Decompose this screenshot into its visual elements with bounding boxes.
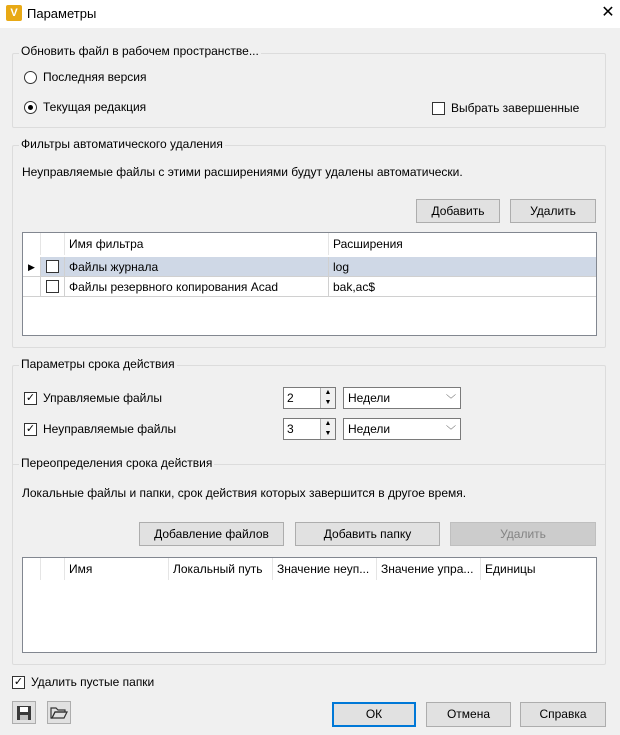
column-header-units[interactable]: Единицы bbox=[485, 562, 536, 576]
delete-empty-folders-label: Удалить пустые папки bbox=[31, 675, 155, 689]
latest-version-radio[interactable] bbox=[24, 71, 37, 84]
row-header-corner bbox=[23, 558, 41, 580]
delete-filter-button[interactable]: Удалить bbox=[510, 199, 596, 223]
chevron-down-icon: ﹀ bbox=[446, 395, 456, 406]
filter-name-cell: Файлы журнала bbox=[65, 257, 329, 277]
stepper-buttons bbox=[320, 419, 335, 439]
chevron-up-icon[interactable]: ▲ bbox=[324, 420, 332, 427]
column-header-unmanaged-value[interactable]: Значение неуп... bbox=[273, 558, 377, 580]
unmanaged-files-stepper[interactable] bbox=[283, 418, 336, 440]
extension-cell: bak,ac$ bbox=[329, 277, 597, 297]
chevron-down-icon: ﹀ bbox=[446, 426, 456, 437]
filters-table[interactable] bbox=[22, 232, 597, 336]
column-header-extensions[interactable]: Расширения bbox=[333, 237, 403, 251]
help-button[interactable]: Справка bbox=[520, 702, 606, 727]
expiry-group-legend: Параметры срока действия bbox=[21, 357, 175, 371]
cancel-button[interactable]: Отмена bbox=[426, 702, 511, 727]
open-folder-icon bbox=[50, 705, 68, 721]
overrides-group-legend: Переопределения срока действия bbox=[21, 456, 213, 470]
managed-files-label: Управляемые файлы bbox=[43, 391, 162, 405]
table-row[interactable] bbox=[23, 277, 597, 297]
delete-empty-folders-checkbox[interactable] bbox=[12, 676, 25, 689]
title-bar bbox=[0, 0, 620, 28]
delete-override-button[interactable]: Удалить bbox=[450, 522, 596, 546]
chevron-down-icon[interactable]: ▼ bbox=[324, 430, 332, 437]
unmanaged-files-unit-value: Недели bbox=[348, 422, 391, 436]
managed-files-value: 2 bbox=[287, 391, 294, 405]
unmanaged-files-label: Неуправляемые файлы bbox=[43, 422, 177, 436]
unmanaged-files-value: 3 bbox=[287, 422, 294, 436]
row-checkbox-cell bbox=[41, 277, 65, 297]
add-filter-button[interactable]: Добавить bbox=[416, 199, 500, 223]
close-icon[interactable]: ✕ bbox=[601, 4, 615, 21]
add-folder-button[interactable]: Добавить папку bbox=[295, 522, 440, 546]
filters-group-legend: Фильтры автоматического удаления bbox=[21, 137, 223, 151]
latest-version-label: Последняя версия bbox=[43, 70, 147, 84]
managed-files-unit-select[interactable] bbox=[343, 387, 461, 409]
refresh-group bbox=[12, 53, 606, 128]
chevron-up-icon[interactable]: ▲ bbox=[324, 389, 332, 396]
unmanaged-files-unit-select[interactable] bbox=[343, 418, 461, 440]
column-header-local-path[interactable]: Локальный путь bbox=[169, 558, 273, 580]
row-checkbox-cell bbox=[41, 257, 65, 277]
save-settings-button[interactable] bbox=[12, 701, 36, 724]
stepper-buttons bbox=[320, 388, 335, 408]
add-files-button[interactable]: Добавление файлов bbox=[139, 522, 284, 546]
column-header-managed-value[interactable]: Значение упра... bbox=[377, 558, 481, 580]
extension-cell: log bbox=[329, 257, 597, 277]
current-revision-label: Текущая редакция bbox=[43, 100, 147, 114]
check-column-header bbox=[41, 233, 65, 255]
check-column-header bbox=[41, 558, 65, 580]
select-completed-label: Выбрать завершенные bbox=[451, 101, 580, 115]
column-header-filter-name[interactable]: Имя фильтра bbox=[65, 233, 329, 255]
ok-button[interactable]: ОК bbox=[332, 702, 416, 727]
overrides-description: Локальные файлы и папки, срок действия которых завершится в другое время. bbox=[22, 486, 467, 500]
row-indicator bbox=[23, 277, 41, 297]
refresh-group-legend: Обновить файл в рабочем пространстве... bbox=[21, 44, 259, 58]
current-revision-radio[interactable] bbox=[24, 101, 37, 114]
row-indicator: ▶ bbox=[23, 257, 41, 277]
row-checkbox[interactable] bbox=[46, 260, 59, 273]
filter-name-cell: Файлы резервного копирования Acad bbox=[65, 277, 329, 297]
managed-files-unit-value: Недели bbox=[348, 391, 391, 405]
save-icon bbox=[16, 705, 32, 721]
managed-files-checkbox[interactable] bbox=[24, 392, 37, 405]
managed-files-stepper[interactable] bbox=[283, 387, 336, 409]
table-row[interactable] bbox=[23, 257, 597, 277]
select-completed-checkbox[interactable] bbox=[432, 102, 445, 115]
window-title: Параметры bbox=[27, 6, 97, 21]
overrides-table[interactable] bbox=[22, 557, 597, 653]
row-header-corner bbox=[23, 233, 41, 255]
filters-description: Неуправляемые файлы с этими расширениями будут удалены автоматически. bbox=[22, 165, 463, 179]
open-folder-button[interactable] bbox=[47, 701, 71, 724]
chevron-down-icon[interactable]: ▼ bbox=[324, 399, 332, 406]
row-checkbox[interactable] bbox=[46, 280, 59, 293]
unmanaged-files-checkbox[interactable] bbox=[24, 423, 37, 436]
column-header-name[interactable]: Имя bbox=[65, 558, 169, 580]
app-icon: V bbox=[6, 5, 22, 21]
